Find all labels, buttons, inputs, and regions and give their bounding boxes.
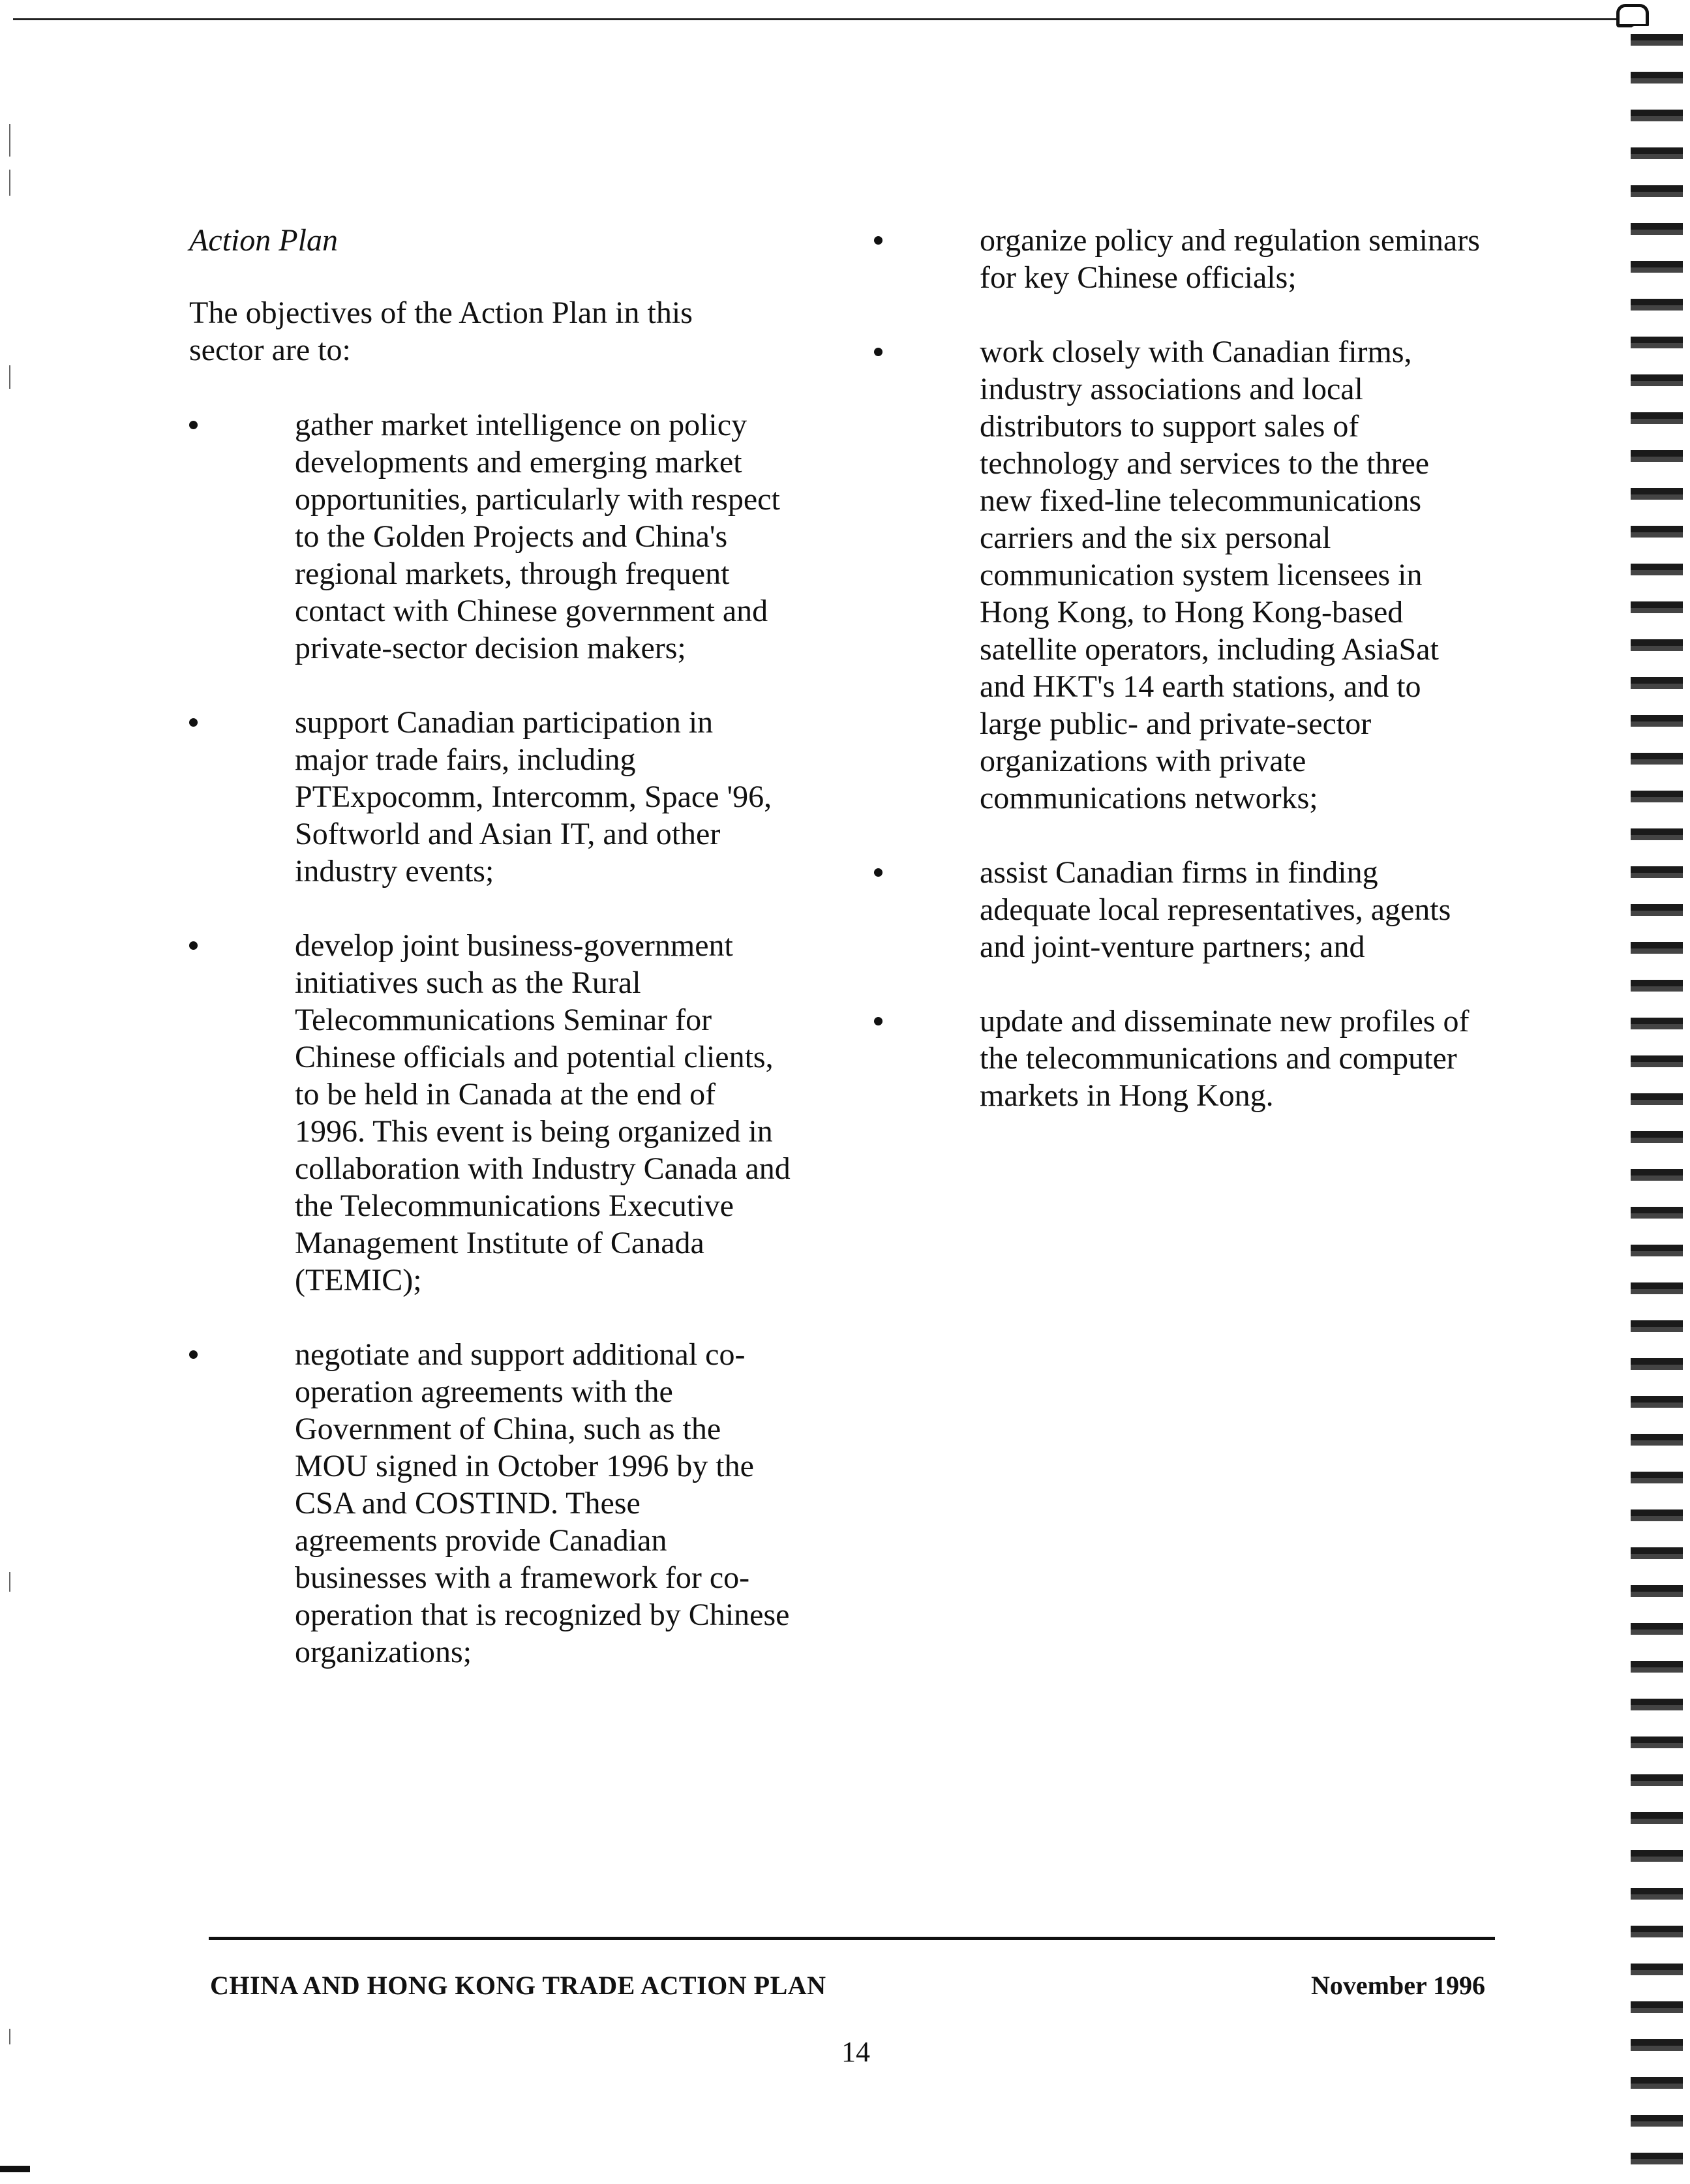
list-item [874, 854, 1539, 965]
list-item-text: develop joint business-government initiatives such as the Rural Telecommunications Seminar for Chinese officials and potential clients, to be held in Canada at the end of 1996. This event is being organized in collaboration with Industry Canada and the Telecommunications Executive Management Institute of Canada (TEMIC); [295, 928, 791, 1297]
footer-rule [209, 1937, 1495, 1940]
bullet-icon [874, 348, 883, 356]
spiral-binding [1631, 26, 1683, 2172]
footer-title: CHINA AND HONG KONG TRADE ACTION PLAN [210, 1971, 826, 2000]
list-item-text: gather market intelligence on policy developments and emerging market opportunities, particularly with respect to the Golden Projects and China's regional markets, through frequent contact with Chinese government and private-sector decision makers; [295, 408, 780, 665]
footer-date: November 1996 [1311, 1971, 1485, 2000]
list-item [874, 333, 1539, 817]
list-item [189, 927, 815, 1299]
list-item-text: assist Canadian firms in finding adequate local representatives, agents and joint-venture partners; and [980, 855, 1451, 964]
bullet-icon [189, 718, 198, 727]
left-column [189, 222, 815, 1708]
section-heading: Action Plan [189, 223, 338, 258]
list-item [189, 406, 815, 667]
list-item-text: work closely with Canadian firms, industry associations and local distributors to support sales of technology and services to the three new fixed-line telecommunications carriers and the six personal communication system licensees in Hong Kong, to Hong Kong-based satellite operators, including AsiaSat and HKT's 14 earth stations, and to large public- and private-sector organizations with private communications networks; [980, 335, 1439, 815]
right-bullet-list [874, 222, 1539, 1114]
top-edge-rule [13, 18, 1618, 20]
list-item [189, 704, 815, 890]
intro-paragraph: The objectives of the Action Plan in this sector are to: [189, 296, 693, 367]
list-item-text: organize policy and regulation seminars for key Chinese officials; [980, 223, 1480, 295]
right-column [874, 222, 1539, 1151]
list-item [189, 1336, 815, 1671]
bullet-icon [189, 941, 198, 950]
list-item-text: negotiate and support additional co-operation agreements with the Government of China, such as the MOU signed in October 1996 by the CSA and COSTIND. These agreements provide Canadian businesses with a framework for co-operation that is recognized by Chinese organizations; [295, 1337, 790, 1669]
corner-scan-mark [0, 2166, 30, 2172]
list-item-text: support Canadian participation in major trade fairs, including PTExpocomm, Intercomm, Space '96, Softworld and Asian IT, and other industry events; [295, 705, 772, 888]
page-number: 14 [841, 2036, 870, 2068]
list-item [874, 1003, 1539, 1114]
list-item-text: update and disseminate new profiles of the telecommunications and computer markets in Hong Kong. [980, 1004, 1470, 1113]
bullet-icon [189, 1350, 198, 1359]
bullet-icon [874, 236, 883, 245]
left-bullet-list [189, 406, 815, 1671]
list-item [874, 222, 1539, 296]
bullet-icon [874, 868, 883, 877]
bullet-icon [874, 1017, 883, 1025]
binding-hook [1616, 4, 1649, 27]
bullet-icon [189, 421, 198, 429]
left-edge-marks [9, 39, 13, 2127]
